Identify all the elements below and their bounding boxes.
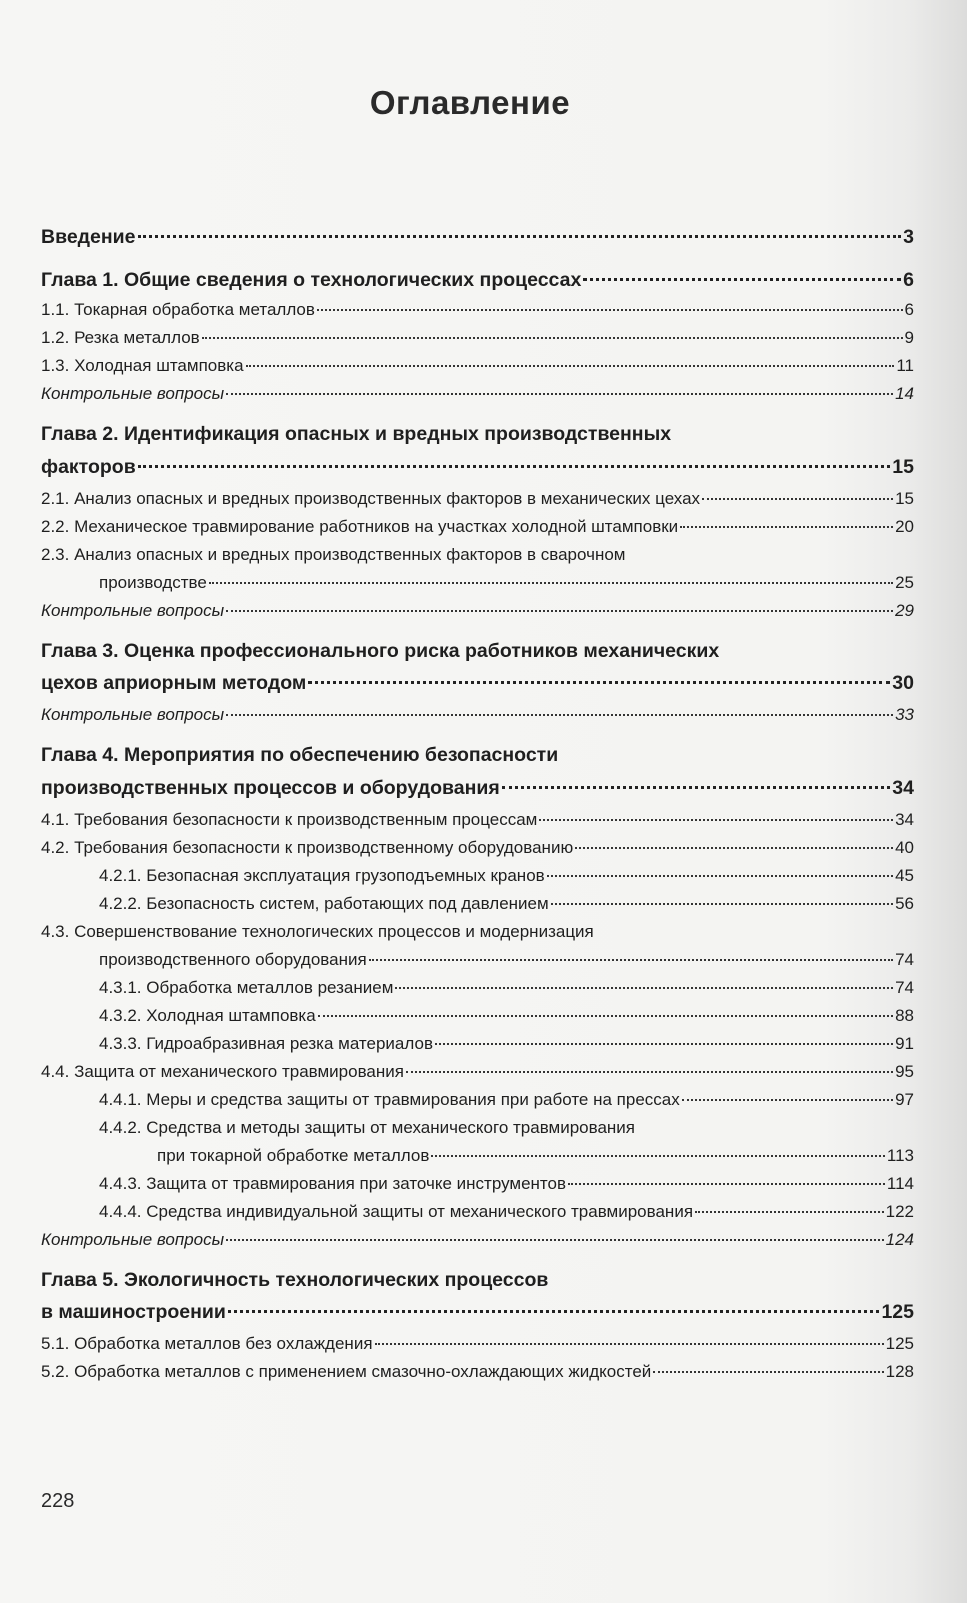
toc-entry-title: Контрольные вопросы — [41, 384, 225, 403]
toc-entry-title: 1.2. Резка металлов — [41, 328, 200, 347]
toc-entry-page: 34 — [892, 776, 914, 799]
toc-spacer — [41, 1254, 914, 1265]
toc-entry[interactable] — [41, 220, 914, 253]
page-title: Оглавление — [369, 84, 571, 121]
toc-entry-title: 5.2. Обработка металлов с применением смазочно-охлаждающих жидкостей — [41, 1362, 652, 1381]
toc-entry-title: производственного оборудования — [99, 949, 367, 969]
toc-entry-title: цехов априорным методом — [41, 672, 307, 694]
toc-entry[interactable] — [41, 513, 914, 541]
toc-entry-title: в машиностроении — [41, 1301, 226, 1323]
table-of-contents — [41, 220, 914, 1386]
toc-leader-dots — [228, 1291, 880, 1314]
toc-entry[interactable] — [41, 771, 914, 804]
toc-entry-title: Контрольные вопросы — [41, 1229, 225, 1249]
toc-entry-page: 30 — [892, 672, 914, 694]
toc-entry-page: 124 — [885, 1229, 914, 1249]
toc-leader-dots — [539, 802, 893, 821]
toc-entry-title: Контрольные вопросы — [41, 600, 225, 620]
toc-entry-title: 4.2.1. Безопасная эксплуатация грузоподъемных кранов — [99, 865, 545, 885]
toc-entry-title: производстве — [99, 572, 207, 592]
toc-entry-title: 4.3.2. Холодная штамповка — [99, 1005, 316, 1025]
toc-entry-page: 20 — [895, 516, 914, 536]
toc-entry-page: 95 — [895, 1061, 914, 1081]
toc-entry-page: 45 — [895, 865, 914, 885]
toc-chapter-title-line: Глава 4. Мероприятия по обеспечению безопасности — [41, 744, 559, 766]
toc-section-title-line: 4.3. Совершенствование технологических процессов и модернизация — [41, 921, 594, 941]
toc-entry[interactable] — [41, 450, 914, 483]
toc-entry-title: 1.1. Токарная обработка металлов — [41, 300, 315, 319]
toc-spacer — [41, 729, 914, 740]
toc-leader-dots — [435, 1026, 893, 1045]
toc-entry-page: 88 — [895, 1005, 914, 1025]
toc-entry[interactable] — [41, 890, 914, 918]
toc-leader-dots — [502, 766, 891, 789]
toc-entry-page: 15 — [892, 455, 914, 478]
toc-leader-dots — [406, 1054, 893, 1073]
toc-entry-title: Глава 1. Общие сведения о технологических процессах — [41, 269, 582, 291]
toc-leader-dots — [138, 445, 891, 468]
toc-entry[interactable] — [41, 667, 914, 700]
toc-entry-page: 128 — [885, 1362, 914, 1381]
toc-entry-page: 74 — [895, 977, 914, 997]
toc-entry-title: 4.2.2. Безопасность систем, работающих под давлением — [99, 893, 549, 913]
toc-entry-page: 6 — [904, 300, 914, 319]
toc-entry-page: 74 — [895, 949, 914, 969]
toc-leader-dots — [395, 970, 893, 989]
toc-leader-dots — [138, 215, 902, 238]
toc-entry-title: 2.2. Механическое травмирование работников на участках холодной штамповки — [41, 516, 679, 536]
toc-entry-title: 4.4.4. Средства индивидуальной защиты от механического травмирования — [99, 1201, 694, 1221]
toc-entry[interactable] — [41, 1296, 914, 1329]
toc-spacer — [41, 625, 914, 636]
toc-entry-title: 4.4. Защита от механического травмирования — [41, 1061, 404, 1081]
toc-leader-dots — [575, 830, 893, 849]
toc-entry-page: 56 — [895, 893, 914, 913]
toc-entry-page: 125 — [881, 1301, 914, 1323]
toc-entry-title: 4.4.3. Защита от травмирования при заточке инструментов — [99, 1173, 567, 1193]
toc-leader-dots — [568, 1166, 885, 1185]
toc-leader-dots — [246, 348, 895, 367]
toc-entry[interactable] — [41, 1358, 914, 1386]
toc-leader-dots — [308, 662, 890, 685]
toc-entry-page: 34 — [895, 809, 914, 829]
toc-entry-page: 33 — [895, 705, 914, 724]
toc-leader-dots — [375, 1326, 884, 1345]
toc-entry-title: 4.2. Требования безопасности к производственному оборудованию — [41, 837, 574, 857]
toc-leader-dots — [317, 292, 903, 311]
toc-entry-title: при токарной обработке металлов — [157, 1145, 430, 1165]
toc-entry-title: Контрольные вопросы — [41, 705, 225, 724]
toc-entry-page: 9 — [904, 328, 914, 347]
toc-leader-dots — [318, 998, 893, 1017]
toc-leader-dots — [653, 1354, 883, 1373]
toc-leader-dots — [202, 320, 903, 339]
toc-chapter-title-line: Глава 3. Оценка профессионального риска работников механических — [41, 639, 720, 662]
toc-leader-dots — [695, 1194, 884, 1213]
toc-chapter-title-line: Глава 2. Идентификация опасных и вредных производственных — [41, 423, 672, 445]
toc-entry-page: 40 — [895, 837, 914, 857]
toc-leader-dots — [226, 697, 893, 716]
toc-entry-title: 5.1. Обработка металлов без охлаждения — [41, 1334, 373, 1353]
toc-leader-dots — [369, 942, 893, 961]
toc-chapter-title-line: Глава 5. Экологичность технологических процессов — [41, 1268, 549, 1291]
toc-entry-title: 4.3.1. Обработка металлов резанием — [99, 977, 394, 997]
toc-entry[interactable] — [41, 701, 914, 729]
toc-entry-page: 114 — [886, 1173, 914, 1193]
toc-entry-page: 125 — [885, 1334, 914, 1353]
toc-leader-dots — [431, 1138, 885, 1157]
toc-entry[interactable] — [41, 597, 914, 625]
toc-leader-dots — [682, 1082, 893, 1101]
toc-entry-page: 6 — [903, 269, 914, 291]
toc-entry-page: 113 — [886, 1145, 914, 1165]
toc-entry-title: 2.1. Анализ опасных и вредных производственных факторов в механических цехах — [41, 488, 701, 508]
toc-leader-dots — [583, 259, 901, 282]
toc-entry-page: 91 — [895, 1033, 914, 1053]
toc-entry[interactable] — [41, 380, 914, 408]
toc-section-title-line: 2.3. Анализ опасных и вредных производственных факторов в сварочном — [41, 544, 626, 564]
toc-leader-dots — [226, 376, 893, 395]
toc-entry-page: 97 — [895, 1089, 914, 1109]
toc-entry[interactable] — [41, 1086, 914, 1114]
toc-leader-dots — [551, 886, 893, 905]
toc-leader-dots — [702, 481, 893, 500]
toc-entry-title: производственных процессов и оборудования — [41, 776, 500, 799]
toc-entry-title: Введение — [41, 225, 136, 248]
toc-leader-dots — [226, 593, 893, 612]
toc-leader-dots — [226, 1222, 883, 1241]
page-number: 228 — [41, 1490, 75, 1512]
toc-entry[interactable] — [41, 1226, 914, 1254]
toc-entry-page: 14 — [895, 384, 914, 403]
toc-leader-dots — [680, 509, 893, 528]
toc-entry-page: 3 — [903, 225, 914, 248]
toc-entry-title: 4.1. Требования безопасности к производственным процессам — [41, 809, 538, 829]
toc-section-title-line: 4.4.2. Средства и методы защиты от механического травмирования — [99, 1117, 636, 1137]
toc-entry-page: 122 — [885, 1201, 914, 1221]
toc-entry-page: 29 — [895, 600, 914, 620]
toc-entry-title: факторов — [41, 455, 136, 478]
toc-leader-dots — [547, 858, 893, 877]
toc-leader-dots — [209, 565, 893, 584]
toc-entry-title: 1.3. Холодная штамповка — [41, 356, 244, 375]
toc-spacer — [41, 408, 914, 419]
toc-entry-title: 4.4.1. Меры и средства защиты от травмирования при работе на прессах — [99, 1089, 680, 1109]
toc-entry-title: 4.3.3. Гидроабразивная резка материалов — [99, 1033, 433, 1053]
toc-entry-page: 11 — [896, 356, 914, 375]
toc-entry-page: 25 — [895, 572, 914, 592]
toc-entry-page: 15 — [895, 488, 914, 508]
